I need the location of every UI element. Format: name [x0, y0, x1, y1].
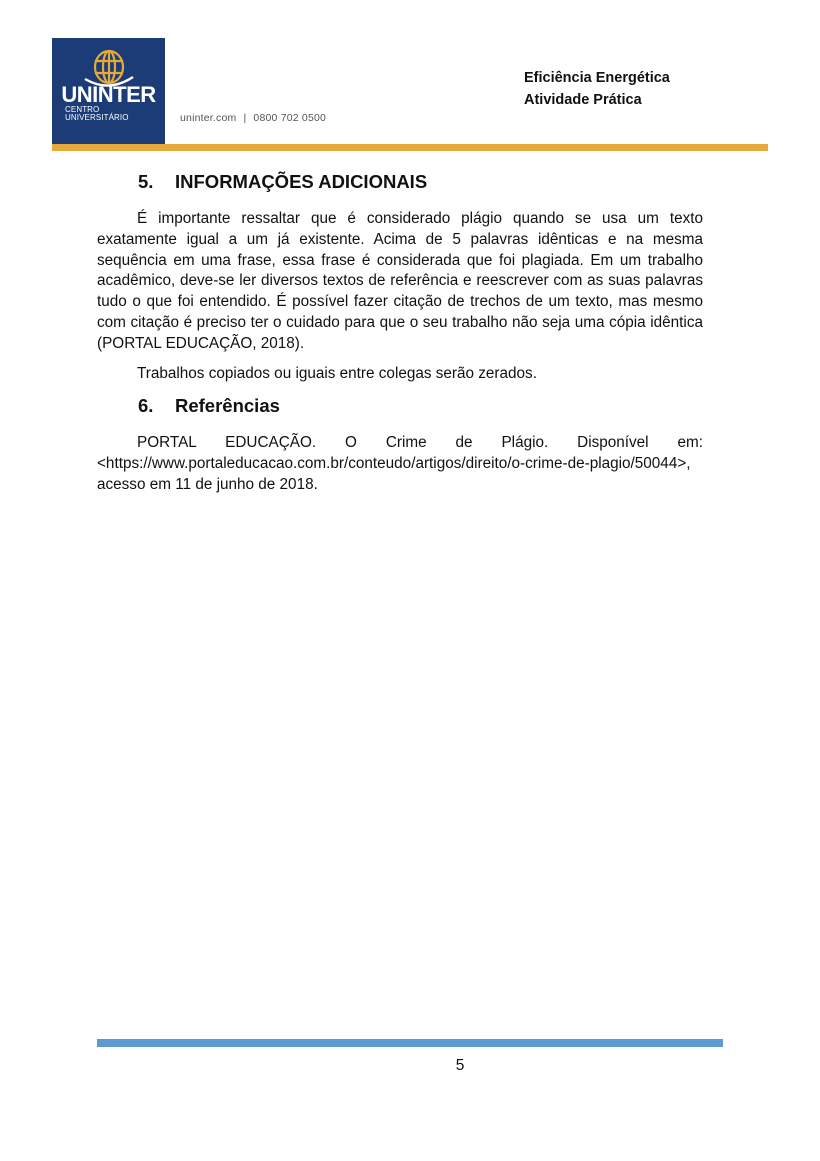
section-number: 5. — [138, 171, 154, 192]
paragraph-text: É importante ressaltar que é considerado plágio quando se usa um texto exatamente igual a um já existente. Acima de 5 palavras idênticas e na mesma sequência em uma frase, essa frase é considerada que foi plagiada. Em um trabalho acadêmico, deve-se ler diversos textos de referência e reescrever com as suas palavras tudo o que foi entendido. É possível fazer citação de trechos de um texto, mas mesmo com citação é preciso ter o cuidado para que o seu trabalho não seja uma cópia idêntica (PORTAL EDUCAÇÃO, 2018). — [97, 210, 703, 352]
reference-entry — [97, 433, 703, 495]
section-number: 6. — [138, 395, 154, 416]
logo-sub-line2: UNIVERSITÁRIO — [65, 113, 129, 122]
header-divider — [52, 144, 768, 151]
contact-phone: 0800 702 0500 — [253, 112, 327, 124]
contact-separator: | — [243, 112, 247, 124]
contact-site: uninter.com — [180, 112, 237, 124]
header-title-line2: Atividade Prática — [524, 92, 642, 108]
logo-sub-line1: CENTRO — [65, 105, 100, 114]
section-title: Referências — [175, 395, 280, 416]
footer-divider — [97, 1039, 723, 1047]
header-title-line1: Eficiência Energética — [524, 70, 670, 86]
paragraph-text: Trabalhos copiados ou iguais entre colegas serão zerados. — [137, 365, 537, 382]
header-title — [524, 67, 670, 111]
section-title: INFORMAÇÕES ADICIONAIS — [175, 171, 428, 192]
section-heading-references — [138, 395, 280, 417]
logo-subtitle — [65, 106, 155, 122]
logo-brand-text: UNINTER — [61, 82, 156, 107]
paragraph-copied-work — [97, 364, 703, 385]
paragraph-plagiarism — [97, 209, 703, 355]
reference-text: PORTAL EDUCAÇÃO. O Crime de Plágio. Disponível em: <https://www.portaleducacao.com.br/conteudo/artigos/direito/o-crime-de-plagio/50044>, acesso em 11 de junho de 2018. — [97, 434, 703, 493]
header-contact — [180, 112, 326, 124]
uninter-logo — [52, 38, 165, 144]
page-number: 5 — [455, 1057, 465, 1074]
section-heading-additional-info — [138, 171, 427, 193]
